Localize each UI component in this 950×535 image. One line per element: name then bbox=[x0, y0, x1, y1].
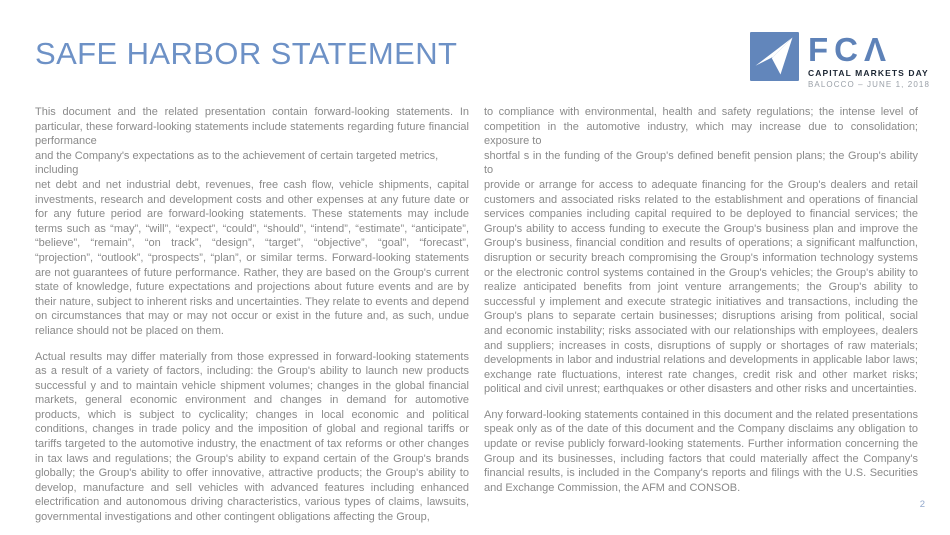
right-paragraph-1: to compliance with environmental, health and safety regulations; the intense level of competition in the automotive industry, which may increase due to consolidation; exposure to shortfal s in the funding of the Group's defined benefit pension plans; the Group's ability to provide or arrange for access to adequate financing for the Group's dealers and retail customers and associated risks related to the establishment and operations of financial services companies including capital required to be deployed to financial services; the Group's ability to access funding to execute the Group's business plan and improve the Group's business, financial condition and results of operations; a significant malfunction, disruption or security breach compromising the Group's information technology systems or the electronic control systems contained in the Group's vehicles; the Group's ability to realize anticipated benefits from joint venture arrangements; the Group's ability to successful y implement and execute strategic initiatives and transactions, including the Group's plans to separate certain businesses; disruptions arising from political, social and economic instability; risks associated with our relationships with employees, dealers and suppliers; increases in costs, disruptions of supply or shortages of raw materials; developments in labor and industrial relations and developments in applicable labor laws; exchange rate fluctuations, interest rate changes, credit risk and other market risks; political and civil unrest; earthquakes or other disasters and other risks and uncertainties. bbox=[484, 106, 918, 396]
fca-logo bbox=[750, 32, 930, 89]
left-paragraph-2: Actual results may differ materially from those expressed in forward-looking statements as a result of a variety of factors, including: the Group's ability to launch new products successful y and to maintain vehicle shipment volumes; changes in the global financial markets, general economic environment and changes in demand for automotive products, which is subject to cyclicality; changes in local economic and political conditions, changes in trade policy and the imposition of global and regional tariffs or tariffs targeted to the automotive industry, the enactment of tax reforms or other changes in tax laws and regulations; the Group's ability to expand certain of the Group's brands globally; the Group's ability to offer innovative, attractive products; the Group's ability to develop, manufacture and sell vehicles with advanced features including enhanced electrification and autonomous driving characteristics, various types of claims, lawsuits, governmental investigations and other contingent obligations affecting the Group, bbox=[35, 350, 469, 524]
page-title: SAFE HARBOR STATEMENT bbox=[35, 36, 458, 71]
safe-harbor-body bbox=[35, 105, 918, 525]
left-paragraph-1: This document and the related presentation contain forward-looking statements. In particular, these forward-looking statements include statements regarding future financial performance and the Company's expectations as to the achievement of certain targeted metrics, including net debt and net industrial debt, revenues, free cash flow, vehicle shipments, capital investments, research and development costs and other expenses at any future date or for any future period are forward-looking statements. These statements may include terms such as “may”, “will”, “expect”, “could”, “should”, “intend”, “estimate”, “anticipate”, “believe”, “remain”, “on track”, “design”, “target”, “objective”, “goal”, “forecast”, “projection”, “outlook”, “prospects”, “plan”, or similar terms. Forward-looking statements are not guarantees of future performance. Rather, they are based on the Group's current state of knowledge, future expectations and projections about future events and are by their nature, subject to inherent risks and uncertainties. They relate to events and depend on circumstances that may or may not occur or exist in the future and, as such, undue reliance should not be placed on them. bbox=[35, 106, 469, 337]
page-number: 2 bbox=[919, 499, 925, 510]
left-column bbox=[35, 105, 469, 525]
fca-arrow-dart-icon bbox=[750, 32, 799, 81]
logo-venue-date-label: BALOCCO – JUNE 1, 2018 bbox=[807, 80, 930, 89]
logo-event-label: CAPITAL MARKETS DAY bbox=[807, 68, 929, 78]
fca-logo-text bbox=[808, 32, 930, 89]
right-column bbox=[484, 105, 918, 525]
fca-brand-wordmark: FCΛ bbox=[807, 31, 892, 68]
right-paragraph-2: Any forward-looking statements contained in this document and the related presentations speak only as of the date of this document and the Company disclaims any obligation to update or revise publicly forward-looking statements. Further information concerning the Group and its businesses, including factors that could materially affect the Company's financial results, is included in the Company's reports and filings with the U.S. Securities and Exchange Commission, the AFM and CONSOB. bbox=[484, 408, 918, 494]
